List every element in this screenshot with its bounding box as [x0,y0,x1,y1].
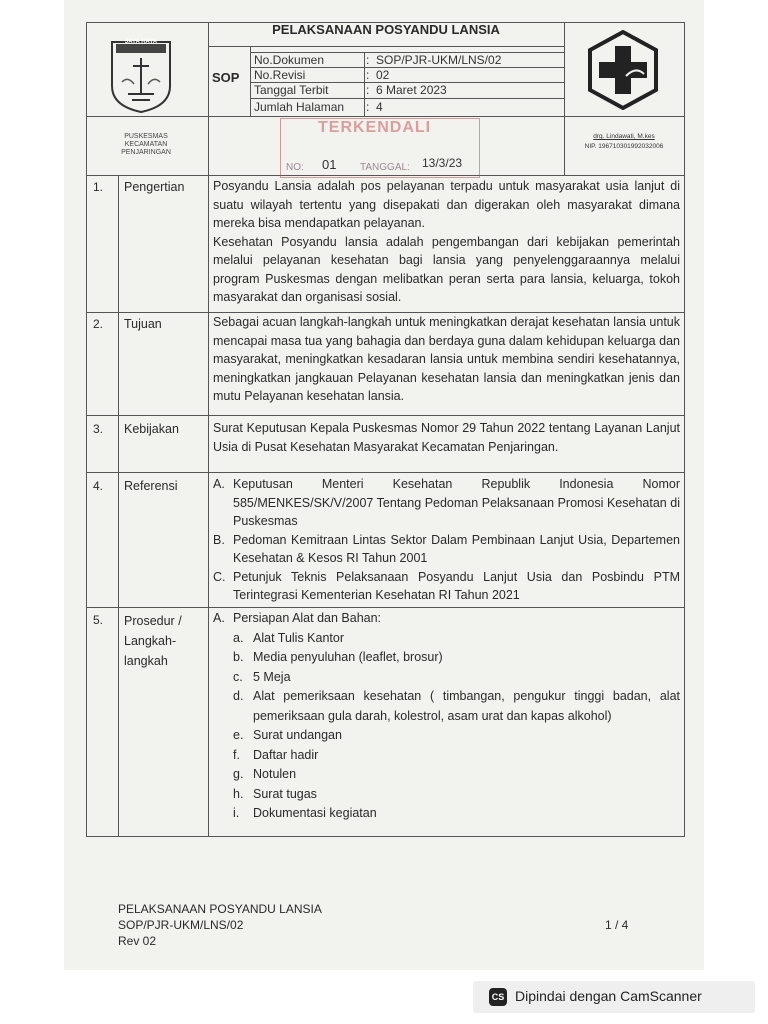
subsection-title: Persiapan Alat dan Bahan: [233,611,382,625]
camscanner-icon: CS [489,988,507,1006]
page-number: 1 / 4 [605,918,629,932]
item-text: Surat undangan [253,728,342,742]
meta-label: Tanggal Terbit [254,83,329,97]
label-line: Prosedur / [124,614,182,628]
subsection-heading [213,609,680,629]
meta-divider [250,46,251,116]
item-key: e. [233,728,244,742]
section-divider [86,415,685,416]
document-title: PELAKSANAAN POSYANDU LANSIA [272,22,500,37]
stamp-no-label: NO: [286,162,304,173]
footer-title: PELAKSANAAN POSYANDU LANSIA [118,902,322,916]
section-number: 2. [93,317,104,331]
section-kebijakan: Surat Keputusan Kepala Puskesmas Nomor 29 Tahun 2022 tentang Layanan Lanjut Usia di Pusat Kesehatan Masyarakat Kecamatan Penjaringan. [213,421,680,454]
table-border-right [684,22,685,836]
meta-colon: : [366,83,370,97]
item-key: g. [233,767,244,781]
section-prosedur [213,609,680,824]
meta-label: No.Revisi [254,68,306,82]
list-item [233,746,680,766]
document-number: SOP/PJR-UKM/LNS/02 [376,53,502,67]
item-key: h. [233,786,244,801]
footer-doc-number: SOP/PJR-UKM/LNS/02 [118,918,244,932]
list-item [233,648,680,668]
signer-nip: NIP. 196710301992032006 [584,143,664,150]
section-label: Tujuan [124,317,162,331]
sop-label: SOP [212,70,240,85]
item-text: 5 Meja [253,669,291,684]
meta-colon: : [366,53,370,67]
column-divider [208,22,209,836]
section-label [124,611,182,671]
subsection-key: A. [213,611,225,625]
stamp-date-label: TANGGAL: [360,162,410,173]
item-text: Surat tugas [253,786,317,801]
item-key: f. [233,747,240,762]
section-label: Pengertian [124,180,185,194]
table-border-bottom [86,836,685,837]
logo-column-divider [564,22,565,175]
reference-key: B. [213,532,225,547]
org-line: PENJARINGAN [121,149,171,156]
item-text: Media penyuluhan (leaflet, brosur) [253,650,443,664]
item-text: Notulen [253,767,297,781]
title-divider [208,46,564,47]
page-footer [118,901,322,949]
revision-number: 02 [376,68,390,82]
section-number: 1. [93,180,104,194]
meta-row-line [250,98,564,99]
reference-key: A. [213,477,225,491]
jaya-raya-emblem-icon [108,36,174,114]
item-text: Alat Tulis Kantor [253,630,345,645]
section-pengertian [213,177,680,307]
list-item [233,668,680,688]
stamp-text: TERKENDALI [318,119,432,136]
list-item [233,687,680,726]
page-count: 4 [376,100,383,114]
section-number: 4. [93,479,104,493]
item-text: Daftar hadir [253,747,319,762]
meta-colon: : [366,68,370,82]
org-line: KECAMATAN [124,141,168,148]
reference-text: Pedoman Kemitraan Lintas Sektor Dalam Pembinaan Lanjut Usia, Departemen Kesehatan & Kesos RI Tahun 2001 [233,532,680,565]
meta-colon: : [366,100,370,114]
org-line: PUSKESMAS [124,133,168,140]
table-border-left [86,22,87,836]
stamp-no-value: 01 [322,157,337,172]
list-item [233,765,680,785]
list-item [233,629,680,649]
item-text: Dokumentasi kegiatan [253,806,377,820]
item-list [213,629,680,824]
list-item [233,804,680,824]
reference-item [213,531,680,568]
camscanner-badge [473,981,755,1013]
section-label: Referensi [124,479,178,493]
reference-item [213,475,680,531]
list-item [233,785,680,805]
section-number: 3. [93,422,104,436]
stamp-date-value: 13/3/23 [422,156,463,170]
emblem-text: JAYA RAYA [124,39,158,45]
section-divider [86,607,685,608]
section-tujuan: Sebagai acuan langkah-langkah untuk meningkatkan derajat kesehatan lansia untuk mencapai masa tua yang bahagia dan berdaya guna dalam kehidupan keluarga dan masyarakat, meningkatkan kesadaran lansia untuk membina sendiri kesehatannya, meningkatkan jangkauan Pelayanan kesehatan lansia dan meningkatkan jenis dan mutu Pelayanan kesehatan lansia. [213,315,680,403]
item-key: b. [233,650,244,664]
list-item [233,726,680,746]
label-line: langkah [124,654,168,668]
item-text: Alat pemeriksaan kesehatan ( timbangan, pengukur tinggi badan, alat pemeriksaan gula darah, kolestrol, asam urat dan kapas alkohol) [253,689,680,723]
camscanner-text: Dipindai dengan CamScanner [515,988,702,1004]
item-key: c. [233,669,243,684]
kemenkes-logo-icon [586,30,660,110]
item-key: i. [233,806,240,820]
section-label: Kebijakan [124,422,179,436]
label-line: Langkah- [124,634,177,648]
meta-label: No.Dokumen [254,53,325,67]
item-key: d. [233,689,244,703]
reference-key: C. [213,569,226,584]
reference-text: Keputusan Menteri Kesehatan Republik Indonesia Nomor 585/MENKES/SK/V/2007 Tentang Pedoman Pelaksanaan Promosi Kesehatan di Puskesmas [233,477,680,528]
meta-label: Jumlah Halaman [254,100,345,114]
signer-name: drg. Lindawati, M.kes [593,133,655,140]
paragraph: Kesehatan Posyandu lansia adalah pengembangan dari kebijakan pemerintah melalui pelayanan kesehatan bagi lansia yang penyelenggaraannya melalui program Puskesmas dengan melibatkan peran serta para lansia, keluarga, tokoh masyarakat dan organisasi sosial. [213,234,680,304]
header-bottom-line [86,116,685,117]
section-referensi [213,475,680,605]
section-number: 5. [93,613,104,627]
section-divider [86,472,685,473]
issue-date: 6 Maret 2023 [376,83,447,97]
number-column-divider [118,175,119,836]
reference-text: Petunjuk Teknis Pelaksanaan Posyandu Lanjut Usia dan Posbindu PTM Terintegrasi Kementerian Kesehatan RI Tahun 2021 [233,569,680,602]
item-key: a. [233,630,244,645]
reference-item [213,568,680,605]
paragraph: Posyandu Lansia adalah pos pelayanan terpadu untuk masyarakat usia lanjut di suatu wilayah tertentu yang disepakati dan digerakan oleh masyarakat dimana mereka bisa mendapatkan pelayanan. [213,179,680,230]
meta-divider [364,52,365,116]
org-name [100,133,192,157]
footer-revision: Rev 02 [118,934,157,948]
